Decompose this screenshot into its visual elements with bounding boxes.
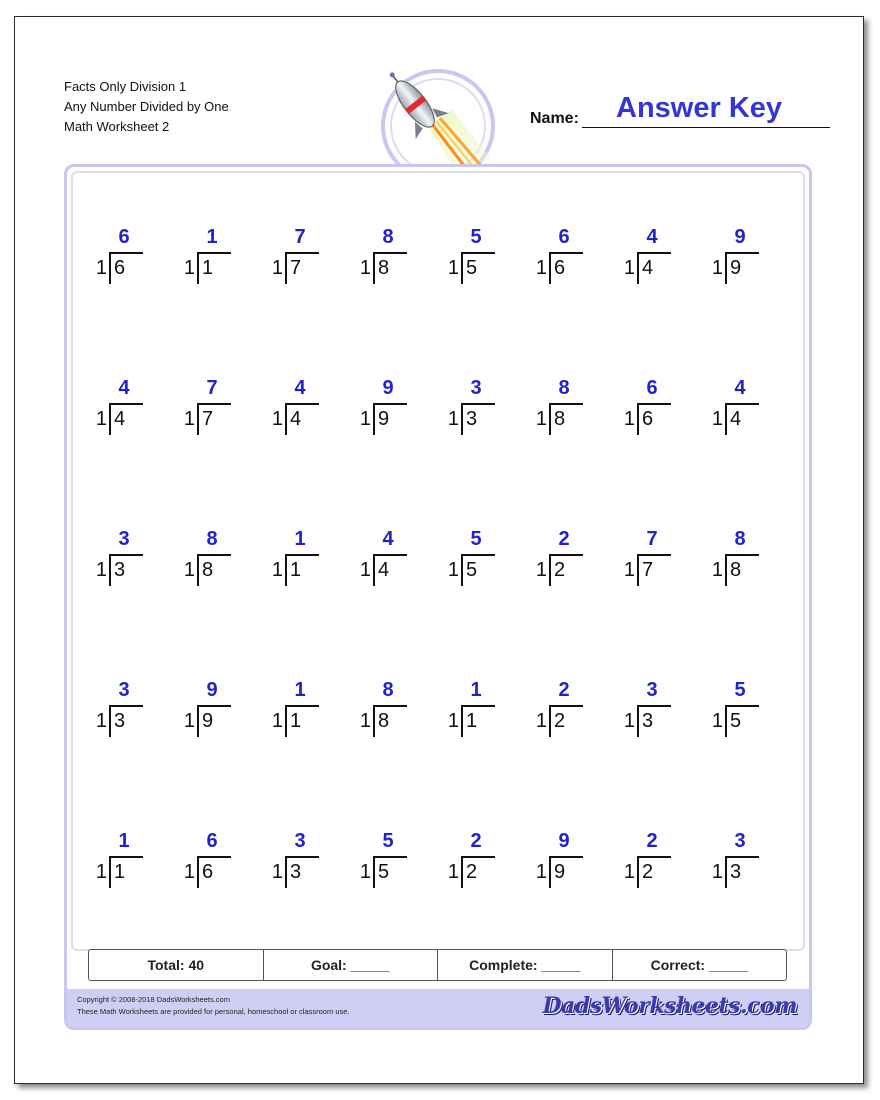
divisor-value: 1: [535, 408, 547, 430]
division-problem: [271, 679, 321, 741]
answer-value: 7: [294, 226, 306, 248]
goal-cell[interactable]: Goal: _____: [264, 950, 439, 980]
divisor-value: 1: [271, 408, 283, 430]
dividend-value: 3: [114, 710, 126, 732]
answer-value: 6: [646, 377, 658, 399]
division-problem: [623, 830, 673, 892]
answer-value: 8: [206, 528, 218, 550]
dividend-value: 2: [554, 559, 566, 581]
answer-value: 7: [646, 528, 658, 550]
divisor-value: 1: [447, 861, 459, 883]
division-problem: [183, 679, 233, 741]
divisor-value: 1: [183, 257, 195, 279]
dividend-value: 3: [114, 559, 126, 581]
copyright-text: [77, 994, 350, 1018]
dividend-value: 4: [378, 559, 390, 581]
dividend-value: 1: [290, 710, 302, 732]
dividend-value: 3: [730, 861, 742, 883]
copyright-line: Copyright © 2008-2018 DadsWorksheets.com: [77, 995, 230, 1004]
divisor-value: 1: [535, 710, 547, 732]
answer-value: 9: [734, 226, 746, 248]
division-problem: [183, 377, 233, 439]
answer-value: 3: [734, 830, 746, 852]
answer-value: 2: [470, 830, 482, 852]
division-problem: [95, 377, 145, 439]
answer-value: 1: [206, 226, 218, 248]
division-problem: [535, 377, 585, 439]
total-cell: Total: 40: [89, 950, 264, 980]
dividend-value: 5: [466, 559, 478, 581]
answer-value: 3: [118, 679, 130, 701]
dividend-value: 8: [378, 257, 390, 279]
correct-cell[interactable]: Correct: _____: [650, 957, 748, 973]
division-problem: [535, 226, 585, 288]
answer-value: 5: [734, 679, 746, 701]
dividend-value: 8: [378, 710, 390, 732]
division-problem: [623, 226, 673, 288]
division-problem: [95, 830, 145, 892]
divisor-value: 1: [183, 559, 195, 581]
usage-note: These Math Worksheets are provided for personal, homeschool or classroom use.: [77, 1007, 350, 1016]
dividend-value: 1: [466, 710, 478, 732]
divisor-value: 1: [95, 408, 107, 430]
divisor-value: 1: [359, 710, 371, 732]
complete-cell[interactable]: Complete: _____: [438, 950, 613, 980]
answer-value: 1: [294, 528, 306, 550]
dividend-value: 9: [730, 257, 742, 279]
divisor-value: 1: [95, 861, 107, 883]
division-problem: [711, 377, 761, 439]
division-problem: [535, 679, 585, 741]
dividend-value: 7: [642, 559, 654, 581]
dividend-value: 3: [290, 861, 302, 883]
name-field-line[interactable]: [582, 127, 830, 128]
dividend-value: 2: [466, 861, 478, 883]
divisor-value: 1: [623, 861, 635, 883]
answer-value: 1: [470, 679, 482, 701]
divisor-value: 1: [535, 257, 547, 279]
division-problem: [359, 528, 409, 590]
division-problem: [535, 830, 585, 892]
dadsworksheets-logo: DadsWorksheets.com: [542, 993, 797, 1019]
division-problem: [711, 830, 761, 892]
division-problem: [711, 226, 761, 288]
answer-value: 8: [558, 377, 570, 399]
answer-value: 4: [294, 377, 306, 399]
answer-value: 4: [118, 377, 130, 399]
division-problem: [183, 830, 233, 892]
division-problem: [183, 528, 233, 590]
division-problem: [623, 377, 673, 439]
division-problem: [271, 226, 321, 288]
divisor-value: 1: [95, 710, 107, 732]
answer-value: 9: [382, 377, 394, 399]
division-problem: [711, 528, 761, 590]
divisor-value: 1: [271, 710, 283, 732]
worksheet-subtitle: Any Number Divided by One: [64, 99, 229, 114]
divisor-value: 1: [95, 559, 107, 581]
dividend-value: 6: [202, 861, 214, 883]
answer-value: 2: [558, 679, 570, 701]
division-problem: [535, 528, 585, 590]
divisor-value: 1: [447, 257, 459, 279]
dividend-value: 4: [114, 408, 126, 430]
division-problem: [711, 679, 761, 741]
divisor-value: 1: [711, 559, 723, 581]
dividend-value: 7: [202, 408, 214, 430]
divisor-value: 1: [359, 257, 371, 279]
divisor-value: 1: [359, 861, 371, 883]
worksheet-number: Math Worksheet 2: [64, 119, 170, 134]
answer-value: 8: [382, 226, 394, 248]
dividend-value: 8: [554, 408, 566, 430]
dividend-value: 2: [642, 861, 654, 883]
dividend-value: 2: [554, 710, 566, 732]
dividend-value: 7: [290, 257, 302, 279]
division-problem: [95, 226, 145, 288]
division-problem: [623, 528, 673, 590]
divisor-value: 1: [535, 861, 547, 883]
answer-value: 3: [294, 830, 306, 852]
dividend-value: 9: [378, 408, 390, 430]
divisor-value: 1: [271, 559, 283, 581]
dividend-value: 8: [202, 559, 214, 581]
divisor-value: 1: [447, 559, 459, 581]
dividend-value: 5: [466, 257, 478, 279]
worksheet-title: Facts Only Division 1: [64, 79, 187, 94]
dividend-value: 9: [202, 710, 214, 732]
divisor-value: 1: [711, 257, 723, 279]
dividend-value: 8: [730, 559, 742, 581]
division-problem: [271, 830, 321, 892]
dividend-value: 6: [554, 257, 566, 279]
divisor-value: 1: [271, 257, 283, 279]
division-problem: [359, 226, 409, 288]
divisor-value: 1: [535, 559, 547, 581]
answer-value: 5: [382, 830, 394, 852]
divisor-value: 1: [711, 408, 723, 430]
divisor-value: 1: [623, 710, 635, 732]
divisor-value: 1: [711, 861, 723, 883]
answer-value: 3: [646, 679, 658, 701]
answer-value: 9: [558, 830, 570, 852]
answer-value: 6: [558, 226, 570, 248]
dividend-value: 1: [290, 559, 302, 581]
divisor-value: 1: [623, 257, 635, 279]
dividend-value: 1: [202, 257, 214, 279]
footer-band: [67, 989, 809, 1027]
answer-value: 1: [118, 830, 130, 852]
divisor-value: 1: [623, 559, 635, 581]
answer-value: 4: [734, 377, 746, 399]
divisor-value: 1: [623, 408, 635, 430]
dividend-value: 3: [466, 408, 478, 430]
divisor-value: 1: [183, 408, 195, 430]
answer-key-label: Answer Key: [616, 92, 783, 124]
divisor-value: 1: [447, 710, 459, 732]
score-bar: [88, 949, 787, 981]
division-problem: [447, 679, 497, 741]
dividend-value: 5: [378, 861, 390, 883]
division-problem: [95, 528, 145, 590]
division-problem: [183, 226, 233, 288]
dividend-value: 4: [642, 257, 654, 279]
answer-value: 6: [118, 226, 130, 248]
division-problem: [359, 830, 409, 892]
division-problem: [271, 377, 321, 439]
division-problem: [95, 679, 145, 741]
division-problem: [359, 377, 409, 439]
dividend-value: 3: [642, 710, 654, 732]
answer-value: 5: [470, 226, 482, 248]
answer-value: 4: [382, 528, 394, 550]
answer-value: 8: [382, 679, 394, 701]
answer-value: 7: [206, 377, 218, 399]
dividend-value: 6: [642, 408, 654, 430]
name-label: Name:: [530, 110, 579, 127]
divisor-value: 1: [95, 257, 107, 279]
divisor-value: 1: [271, 861, 283, 883]
answer-value: 6: [206, 830, 218, 852]
division-problem: [447, 528, 497, 590]
dividend-value: 6: [114, 257, 126, 279]
division-problem: [271, 528, 321, 590]
dividend-value: 9: [554, 861, 566, 883]
division-problem: [359, 679, 409, 741]
answer-value: 8: [734, 528, 746, 550]
answer-value: 1: [294, 679, 306, 701]
answer-value: 2: [646, 830, 658, 852]
answer-value: 4: [646, 226, 658, 248]
divisor-value: 1: [447, 408, 459, 430]
answer-value: 3: [470, 377, 482, 399]
division-problem: [623, 679, 673, 741]
divisor-value: 1: [183, 710, 195, 732]
answer-value: 9: [206, 679, 218, 701]
divisor-value: 1: [359, 408, 371, 430]
divisor-value: 1: [183, 861, 195, 883]
dividend-value: 4: [290, 408, 302, 430]
worksheet-header: [64, 77, 229, 137]
answer-value: 5: [470, 528, 482, 550]
dividend-value: 4: [730, 408, 742, 430]
division-problem: [447, 377, 497, 439]
answer-value: 2: [558, 528, 570, 550]
divisor-value: 1: [711, 710, 723, 732]
divisor-value: 1: [359, 559, 371, 581]
answer-value: 3: [118, 528, 130, 550]
division-problem: [447, 226, 497, 288]
dividend-value: 1: [114, 861, 126, 883]
problems-panel: [64, 164, 812, 1030]
dividend-value: 5: [730, 710, 742, 732]
problems-area: [71, 171, 805, 951]
division-problem: [447, 830, 497, 892]
